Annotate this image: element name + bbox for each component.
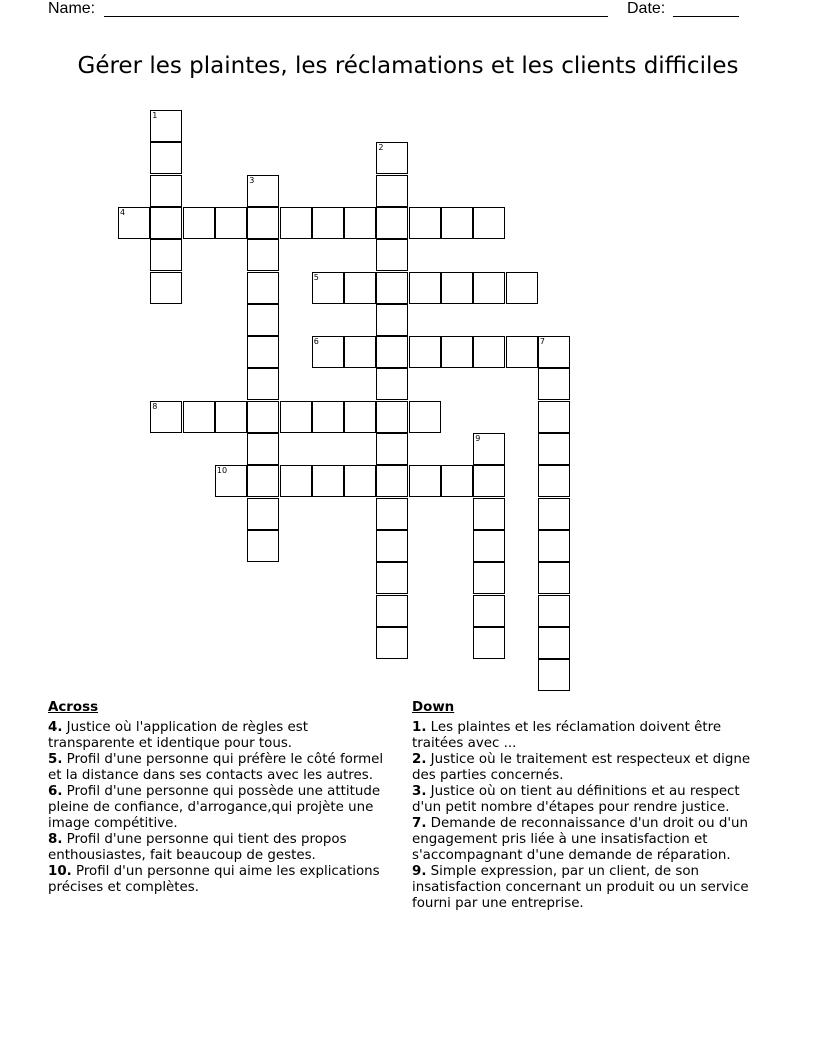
grid-cell[interactable] xyxy=(376,304,408,336)
grid-cell[interactable] xyxy=(538,465,570,497)
clue-number: 6. xyxy=(48,784,63,799)
clue-text: Justice où l'application de règles est transparente et identique pour tous. xyxy=(48,720,308,751)
grid-cell[interactable] xyxy=(538,627,570,659)
down-heading: Down xyxy=(412,700,455,715)
grid-cell[interactable] xyxy=(473,465,505,497)
grid-cell[interactable] xyxy=(183,401,215,433)
down-clues xyxy=(412,700,772,912)
grid-cell[interactable] xyxy=(344,272,376,304)
clue-number: 7. xyxy=(412,816,427,831)
grid-cell[interactable] xyxy=(247,175,279,207)
clue-text: Justice où on tient au définitions et au respect d'un petit nombre d'étapes pour rendre justice. xyxy=(412,784,740,815)
across-clue xyxy=(48,864,398,896)
grid-cell[interactable] xyxy=(473,207,505,239)
date-label: Date: xyxy=(627,0,666,17)
grid-cell[interactable] xyxy=(344,401,376,433)
grid-cell[interactable] xyxy=(538,595,570,627)
grid-cell[interactable] xyxy=(312,336,344,368)
grid-cell[interactable] xyxy=(376,465,408,497)
across-clue-list xyxy=(48,720,398,896)
across-heading: Across xyxy=(48,700,99,715)
grid-cell[interactable] xyxy=(376,336,408,368)
clue-text: Profil d'une personne qui possède une attitude pleine de confiance, d'arrogance,qui projète une image compétitive. xyxy=(48,784,381,831)
grid-cell[interactable] xyxy=(247,530,279,562)
down-clue xyxy=(412,720,772,752)
grid-cell[interactable] xyxy=(473,433,505,465)
grid-cell[interactable] xyxy=(473,336,505,368)
grid-cell[interactable] xyxy=(376,498,408,530)
cell-number: 9 xyxy=(475,434,481,443)
grid-cell[interactable] xyxy=(409,401,441,433)
grid-cell[interactable] xyxy=(376,272,408,304)
down-clue xyxy=(412,864,772,912)
grid-cell[interactable] xyxy=(150,142,182,174)
grid-cell[interactable] xyxy=(506,336,538,368)
grid-cell[interactable] xyxy=(441,336,473,368)
grid-cell[interactable] xyxy=(215,465,247,497)
down-clue xyxy=(412,752,772,784)
grid-cell[interactable] xyxy=(409,207,441,239)
grid-cell[interactable] xyxy=(473,272,505,304)
cell-number: 4 xyxy=(120,207,126,217)
grid-cell[interactable] xyxy=(376,207,408,239)
across-clue xyxy=(48,720,398,752)
grid-cell[interactable] xyxy=(215,207,247,239)
grid-cell[interactable] xyxy=(247,498,279,530)
grid-cell[interactable] xyxy=(538,433,570,465)
across-clue xyxy=(48,784,398,832)
grid-cell[interactable] xyxy=(312,207,344,239)
grid-cell[interactable] xyxy=(409,465,441,497)
grid-cell[interactable] xyxy=(247,239,279,271)
clue-text: Les plaintes et les réclamation doivent être traitées avec ... xyxy=(412,720,722,751)
grid-cell[interactable] xyxy=(150,272,182,304)
clue-text: Justice où le traitement est respecteux et digne des parties concernés. xyxy=(412,752,751,783)
grid-cell[interactable] xyxy=(312,401,344,433)
clue-text: Simple expression, par un client, de son insatisfaction concernant un produit ou un service fourni par une entreprise. xyxy=(412,864,749,911)
down-clue-list xyxy=(412,720,772,912)
grid-cell[interactable] xyxy=(247,207,279,239)
across-clue xyxy=(48,752,398,784)
grid-cell[interactable] xyxy=(409,272,441,304)
clue-number: 1. xyxy=(412,720,427,735)
page-title: Gérer les plaintes, les réclamations et les clients difficiles xyxy=(77,53,739,79)
grid-cell[interactable] xyxy=(441,207,473,239)
grid-cell[interactable] xyxy=(183,207,215,239)
grid-cell[interactable] xyxy=(150,110,182,142)
down-clue xyxy=(412,784,772,816)
clue-number: 8. xyxy=(48,832,63,847)
grid-cell[interactable] xyxy=(473,595,505,627)
grid-cell[interactable] xyxy=(441,272,473,304)
cell-number: 6 xyxy=(313,337,319,347)
cell-number: 3 xyxy=(249,175,255,185)
grid-cell[interactable] xyxy=(150,401,182,433)
grid-cell[interactable] xyxy=(473,562,505,594)
clue-text: Profil d'une personne qui préfère le côté formel et la distance dans ses contacts avec les autres. xyxy=(48,752,384,783)
grid-cell[interactable] xyxy=(376,627,408,659)
grid-cell[interactable] xyxy=(247,433,279,465)
grid-cell[interactable] xyxy=(441,465,473,497)
grid-cell[interactable] xyxy=(409,336,441,368)
grid-cell[interactable] xyxy=(376,562,408,594)
grid-cell[interactable] xyxy=(376,239,408,271)
grid-cell[interactable] xyxy=(376,530,408,562)
grid-cell[interactable] xyxy=(376,595,408,627)
grid-cell[interactable] xyxy=(538,401,570,433)
cell-number: 8 xyxy=(152,401,158,411)
grid-cell[interactable] xyxy=(312,272,344,304)
grid-cell[interactable] xyxy=(376,401,408,433)
clue-number: 9. xyxy=(412,864,427,879)
grid-cell[interactable] xyxy=(247,304,279,336)
grid-cell[interactable] xyxy=(376,433,408,465)
down-clue xyxy=(412,816,772,864)
grid-cell[interactable] xyxy=(506,272,538,304)
name-label: Name: xyxy=(48,0,96,17)
grid-cell[interactable] xyxy=(376,175,408,207)
cell-number: 2 xyxy=(378,143,384,153)
cell-number: 10 xyxy=(216,466,228,476)
grid-cell[interactable] xyxy=(473,498,505,530)
clue-number: 10. xyxy=(48,864,72,879)
grid-cell[interactable] xyxy=(538,659,570,691)
grid-cell[interactable] xyxy=(247,272,279,304)
grid-cell[interactable] xyxy=(247,401,279,433)
grid-cell[interactable] xyxy=(473,627,505,659)
grid-cell[interactable] xyxy=(150,175,182,207)
grid-cell[interactable] xyxy=(118,207,150,239)
grid-cell[interactable] xyxy=(538,530,570,562)
grid-cell[interactable] xyxy=(247,368,279,400)
grid-cell[interactable] xyxy=(344,207,376,239)
grid-cell[interactable] xyxy=(344,465,376,497)
grid-cell[interactable] xyxy=(538,336,570,368)
grid-cell[interactable] xyxy=(150,239,182,271)
grid-cell[interactable] xyxy=(344,336,376,368)
clue-number: 3. xyxy=(412,784,427,799)
clue-text: Profil d'une personne qui tient des propos enthousiastes, fait beaucoup de gestes. xyxy=(48,832,347,863)
grid-cell[interactable] xyxy=(376,142,408,174)
grid-cell[interactable] xyxy=(247,465,279,497)
cell-number: 5 xyxy=(313,272,319,282)
clue-number: 2. xyxy=(412,752,427,767)
grid-cell[interactable] xyxy=(280,465,312,497)
grid-cell[interactable] xyxy=(247,336,279,368)
clue-number: 4. xyxy=(48,720,63,735)
clue-text: Profil d'un personne qui aime les explications précises et complètes. xyxy=(48,864,380,895)
grid-cell[interactable] xyxy=(280,207,312,239)
grid-cell[interactable] xyxy=(376,368,408,400)
grid-cell[interactable] xyxy=(312,465,344,497)
grid-cell[interactable] xyxy=(538,368,570,400)
grid-cell[interactable] xyxy=(150,207,182,239)
clue-text: Demande de reconnaissance d'un droit ou d'un engagement pris liée à une insatisfaction et s'accompagnant d'une demande de réparation. xyxy=(412,816,748,863)
grid-cell[interactable] xyxy=(473,530,505,562)
cell-number: 7 xyxy=(539,337,545,347)
grid-cell[interactable] xyxy=(280,401,312,433)
grid-cell[interactable] xyxy=(538,498,570,530)
grid-cell[interactable] xyxy=(538,562,570,594)
clue-number: 5. xyxy=(48,752,63,767)
across-clue xyxy=(48,832,398,864)
grid-cell[interactable] xyxy=(215,401,247,433)
cell-number: 1 xyxy=(152,111,158,120)
across-clues xyxy=(48,700,398,896)
